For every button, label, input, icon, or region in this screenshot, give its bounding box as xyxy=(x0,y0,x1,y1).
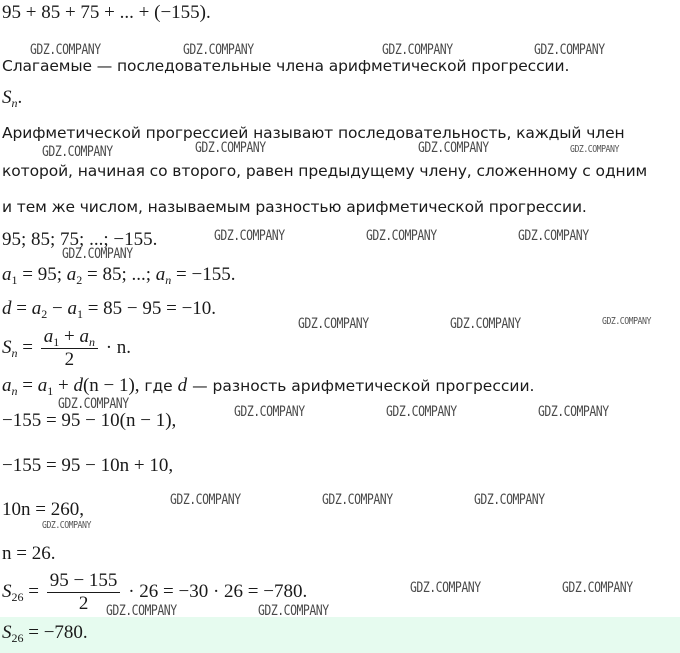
sum-symbol: S xyxy=(2,622,12,643)
definition-line-3 xyxy=(2,198,587,216)
subscript: 2 xyxy=(41,307,48,321)
equation-text: −155 = 95 − 10n + 10, xyxy=(2,455,174,476)
subscript: n xyxy=(11,345,18,360)
watermark: GDZ.COMPANY xyxy=(418,140,489,156)
math-text: = xyxy=(23,580,44,602)
equation-step-4 xyxy=(2,543,55,565)
nth-term-line xyxy=(2,375,534,397)
math-text: · 26 = −30 · 26 = −780. xyxy=(123,580,308,602)
watermark: GDZ.COMPANY xyxy=(42,520,91,531)
fraction xyxy=(41,326,98,371)
math-text: · n. xyxy=(100,336,132,358)
subscript: 1 xyxy=(76,307,83,321)
subscript: 26 xyxy=(11,631,24,645)
watermark: GDZ.COMPANY xyxy=(538,404,609,420)
watermark: GDZ.COMPANY xyxy=(298,316,369,332)
watermark: GDZ.COMPANY xyxy=(474,492,545,508)
watermark: GDZ.COMPANY xyxy=(450,316,521,332)
difference-line xyxy=(2,298,216,320)
subscript: 1 xyxy=(11,273,18,287)
subscript: n xyxy=(88,335,95,349)
watermark: GDZ.COMPANY xyxy=(534,42,605,58)
text: — разность арифметической прогрессии. xyxy=(187,377,535,395)
sum-expression: 95 + 85 + 75 + ... + (−155). xyxy=(2,2,211,23)
math-text: = −155. xyxy=(171,264,236,285)
subscript: 26 xyxy=(11,589,24,604)
subscript: n xyxy=(11,384,18,398)
equation-text: −155 = 95 − 10(n − 1), xyxy=(2,410,177,431)
watermark: GDZ.COMPANY xyxy=(58,396,129,412)
watermark: GDZ.COMPANY xyxy=(42,144,113,160)
sequence-values: 95; 85; 75; ...; −155. xyxy=(2,229,158,250)
text: где xyxy=(144,377,178,395)
terms-text: Слагаемые — последовательные члена арифметической прогрессии. xyxy=(2,57,570,75)
a-symbol: a xyxy=(79,326,89,347)
numerator: 95 − 155 xyxy=(47,570,121,593)
d-symbol: d xyxy=(73,375,83,396)
numerator xyxy=(41,326,98,349)
equation-text: n = 26. xyxy=(2,543,56,564)
d-symbol: d xyxy=(2,298,12,319)
watermark: GDZ.COMPANY xyxy=(322,492,393,508)
math-text: + xyxy=(53,375,74,396)
sum-symbol: S xyxy=(2,87,12,108)
terms-line xyxy=(2,264,235,286)
equation-step-1 xyxy=(2,410,176,432)
sum-subscript: n xyxy=(11,96,18,110)
terms-statement xyxy=(2,57,569,75)
definition-text-2: которой, начиная со второго, равен предыдущему члену, сложенному с одним xyxy=(2,162,648,180)
definition-line-1 xyxy=(2,124,625,142)
watermark: GDZ.COMPANY xyxy=(386,404,457,420)
a-symbol: a xyxy=(31,298,42,319)
watermark: GDZ.COMPANY xyxy=(234,404,305,420)
d-symbol: d xyxy=(177,375,188,396)
subscript: 2 xyxy=(76,273,83,287)
watermark: GDZ.COMPANY xyxy=(602,316,651,327)
subscript: n xyxy=(165,273,172,287)
watermark: GDZ.COMPANY xyxy=(106,603,177,619)
math-text: = 85; ...; xyxy=(82,264,156,285)
equation-step-3 xyxy=(2,499,84,521)
watermark: GDZ.COMPANY xyxy=(30,42,101,58)
expression-line xyxy=(2,2,211,24)
math-text: = −780. xyxy=(23,622,88,643)
equation-text: 10n = 260, xyxy=(2,499,84,520)
watermark: GDZ.COMPANY xyxy=(214,228,285,244)
math-text: − xyxy=(47,298,68,319)
a-symbol: a xyxy=(67,298,77,319)
answer-highlight xyxy=(0,617,680,653)
a-symbol: a xyxy=(2,264,12,285)
sum-symbol: S xyxy=(2,336,12,358)
a-symbol: a xyxy=(37,375,48,396)
math-text: = 95; xyxy=(17,264,67,285)
watermark: GDZ.COMPANY xyxy=(170,492,241,508)
equation-step-2 xyxy=(2,455,173,477)
definition-text-1: Арифметической прогрессией называют последовательность, каждый член xyxy=(2,124,625,142)
subscript: 1 xyxy=(47,384,54,398)
definition-line-2 xyxy=(2,162,647,180)
sn-line xyxy=(2,87,22,109)
watermark: GDZ.COMPANY xyxy=(366,228,437,244)
subscript: 1 xyxy=(53,335,60,349)
math-text: (n − 1), xyxy=(82,375,145,396)
final-answer xyxy=(2,622,88,644)
math-text: = xyxy=(17,336,38,358)
watermark: GDZ.COMPANY xyxy=(258,603,329,619)
watermark: GDZ.COMPANY xyxy=(570,144,619,155)
a-symbol: a xyxy=(66,264,77,285)
watermark: GDZ.COMPANY xyxy=(382,42,453,58)
math-text: + xyxy=(59,326,80,347)
sum-formula xyxy=(2,326,131,371)
watermark: GDZ.COMPANY xyxy=(562,580,633,596)
math-text: = xyxy=(11,298,32,319)
math-text: = xyxy=(17,375,38,396)
a-symbol: a xyxy=(43,326,54,347)
watermark: GDZ.COMPANY xyxy=(62,246,133,262)
period: . xyxy=(17,87,23,108)
denominator: 2 xyxy=(64,349,75,370)
denominator: 2 xyxy=(78,593,89,614)
a-symbol: a xyxy=(2,375,12,396)
sum-symbol: S xyxy=(2,580,12,602)
watermark: GDZ.COMPANY xyxy=(195,140,266,156)
watermark: GDZ.COMPANY xyxy=(410,580,481,596)
watermark: GDZ.COMPANY xyxy=(518,228,589,244)
definition-text-3: и тем же числом, называемым разностью арифметической прогрессии. xyxy=(2,198,587,216)
a-symbol: a xyxy=(155,264,166,285)
math-text: = 85 − 95 = −10. xyxy=(82,298,217,319)
watermark: GDZ.COMPANY xyxy=(183,42,254,58)
